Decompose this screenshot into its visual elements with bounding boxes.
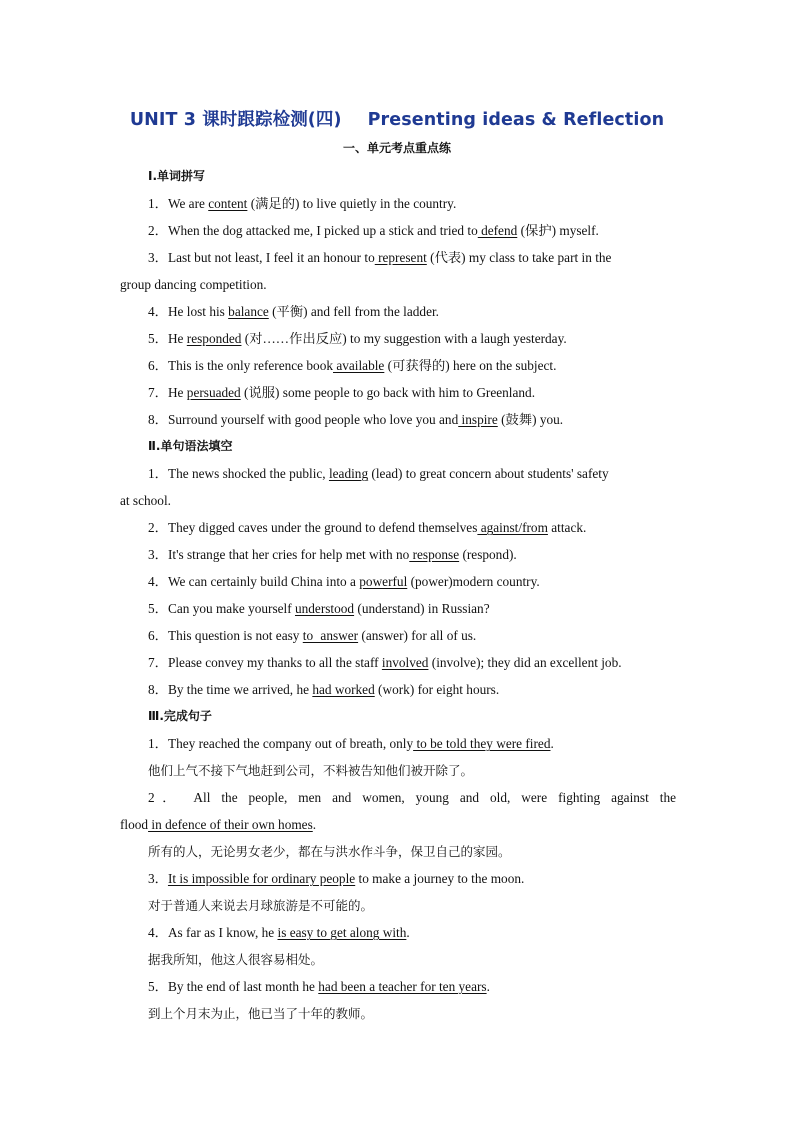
vocab-item: 7．He persuaded (说服) some people to go back with him to Greenland. xyxy=(148,385,536,400)
vocab-item-continued: group dancing competition. xyxy=(120,277,267,292)
grammar-item: 1．The news shocked the public, leading (lead) to great concern about students' safety xyxy=(148,466,609,481)
vocab-item: 5．He responded (对……作出反应) to my suggestion with a laugh yesterday. xyxy=(148,331,567,346)
grammar-item-continued: at school. xyxy=(120,493,171,508)
exercise-content xyxy=(120,163,676,1027)
sentence-translation: 对于普通人来说去月球旅游是不可能的。 xyxy=(148,898,374,913)
section-heading-sentences: Ⅲ.完成句子 xyxy=(148,709,212,723)
grammar-item: 6．This question is not easy to answer (answer) for all of us. xyxy=(148,628,477,643)
grammar-item: 7．Please convey my thanks to all the staff involved (involve); they did an excellent job. xyxy=(148,655,622,670)
vocab-item: 3．Last but not least, I feel it an honour to represent (代表) my class to take part in the xyxy=(148,250,612,265)
vocab-item: 6．This is the only reference book available (可获得的) here on the subject. xyxy=(148,358,557,373)
sentence-item: 4．As far as I know, he is easy to get along with. xyxy=(148,925,410,940)
page-subtitle: 一、单元考点重点练 xyxy=(342,141,451,155)
answer: powerful xyxy=(359,574,408,589)
sentence-translation: 据我所知，他这人很容易相处。 xyxy=(148,952,324,967)
answer: persuaded xyxy=(186,385,241,400)
answer: It is impossible for ordinary people xyxy=(167,871,356,886)
answer: involved xyxy=(381,655,429,670)
answer: to be told they were fired xyxy=(413,736,551,751)
answer: leading xyxy=(328,466,369,481)
sentence-item: 1．They reached the company out of breath, only to be told they were fired. xyxy=(148,736,554,751)
answer: understood xyxy=(294,601,355,616)
sentence-translation: 到上个月末为止，他已当了十年的教师。 xyxy=(148,1006,374,1021)
grammar-item: 2．They digged caves under the ground to defend themselves against/from attack. xyxy=(148,520,587,535)
vocab-item: 8．Surround yourself with good people who love you and inspire (鼓舞) you. xyxy=(148,412,564,427)
answer: defend xyxy=(477,223,518,238)
answer: content xyxy=(208,196,248,211)
title-topic: Presenting ideas & Reflection xyxy=(367,110,665,130)
answer: balance xyxy=(228,304,269,319)
answer: in defence of their own homes xyxy=(148,817,313,832)
grammar-item: 4．We can certainly build China into a powerful (power)modern country. xyxy=(148,574,540,589)
answer: response xyxy=(409,547,460,562)
sentence-item: 3．It is impossible for ordinary people to make a journey to the moon. xyxy=(148,871,525,886)
answer: available xyxy=(333,358,385,373)
answer: against/from xyxy=(477,520,548,535)
answer: had been a teacher for ten years xyxy=(318,979,487,994)
answer: is easy to get along with xyxy=(277,925,407,940)
vocab-item: 2．When the dog attacked me, I picked up a stick and tried to defend (保护) myself. xyxy=(148,223,599,238)
page-title xyxy=(0,106,794,131)
vocab-item: 4．He lost his balance (平衡) and fell from the ladder. xyxy=(148,304,439,319)
grammar-item: 3．It's strange that her cries for help met with no response (respond). xyxy=(148,547,517,562)
grammar-item: 8．By the time we arrived, he had worked (work) for eight hours. xyxy=(148,682,500,697)
section-heading-vocab: Ⅰ.单词拼写 xyxy=(148,169,206,183)
grammar-item: 5．Can you make yourself understood (understand) in Russian? xyxy=(148,601,490,616)
sentence-translation: 他们上气不接下气地赶到公司，不料被告知他们被开除了。 xyxy=(148,763,474,778)
answer: inspire xyxy=(458,412,498,427)
sentence-item-continued: flood in defence of their own homes. xyxy=(120,817,317,832)
title-unit: UNIT 3 课时跟踪检测(四) xyxy=(129,110,342,130)
answer: represent xyxy=(374,250,427,265)
vocab-item: 1．We are content (满足的) to live quietly in the country. xyxy=(148,196,457,211)
answer: had worked xyxy=(312,682,375,697)
sentence-item: 2． All the people, men and women, young and old, were fighting against the xyxy=(148,790,676,805)
section-heading-grammar: Ⅱ.单句语法填空 xyxy=(148,439,233,453)
sentence-item: 5．By the end of last month he had been a teacher for ten years. xyxy=(148,979,490,994)
answer: to answer xyxy=(302,628,359,643)
answer: responded xyxy=(186,331,242,346)
sentence-translation: 所有的人，无论男女老少，都在与洪水作斗争，保卫自己的家园。 xyxy=(148,844,511,859)
